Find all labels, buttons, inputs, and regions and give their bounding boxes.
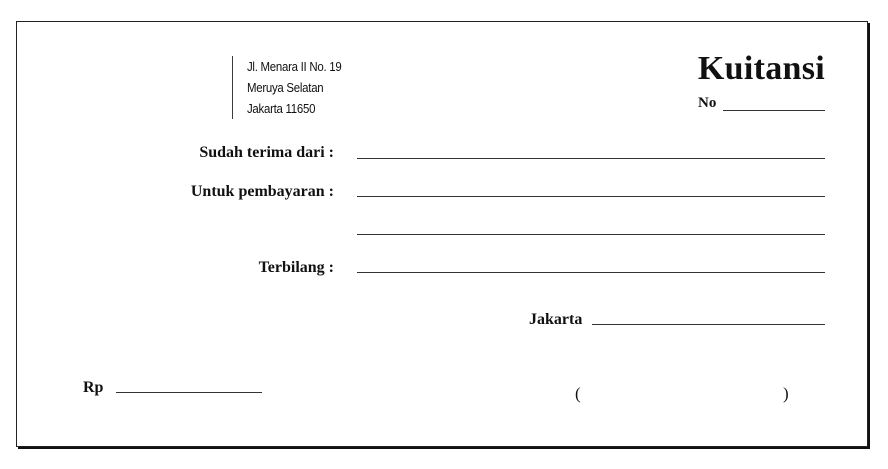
amount-in-words-label: Terbilang :	[258, 259, 334, 276]
address-line-3: Jakarta 11650	[246, 101, 316, 116]
receipt-number-line[interactable]	[723, 110, 825, 111]
amount-in-words-line[interactable]	[357, 272, 825, 273]
payment-for-label: Untuk pembayaran :	[190, 183, 334, 200]
payment-for-line-1[interactable]	[357, 196, 825, 197]
date-line[interactable]	[592, 324, 825, 325]
received-from-label: Sudah terima dari :	[199, 144, 334, 161]
company-address	[232, 56, 342, 119]
received-from-line[interactable]	[357, 158, 825, 159]
receipt-number-label: No	[698, 95, 717, 111]
payment-for-line-2[interactable]	[357, 234, 825, 235]
signature-close-paren: )	[783, 384, 789, 403]
receipt-title: Kuitansi	[697, 50, 825, 87]
currency-label: Rp	[83, 379, 104, 396]
amount-line[interactable]	[116, 392, 262, 393]
signature-open-paren: (	[575, 384, 581, 403]
receipt-form	[16, 21, 868, 447]
place-label: Jakarta	[529, 311, 583, 328]
address-line-2: Meruya Selatan	[246, 80, 324, 95]
address-line-1: Jl. Menara II No. 19	[246, 59, 342, 74]
